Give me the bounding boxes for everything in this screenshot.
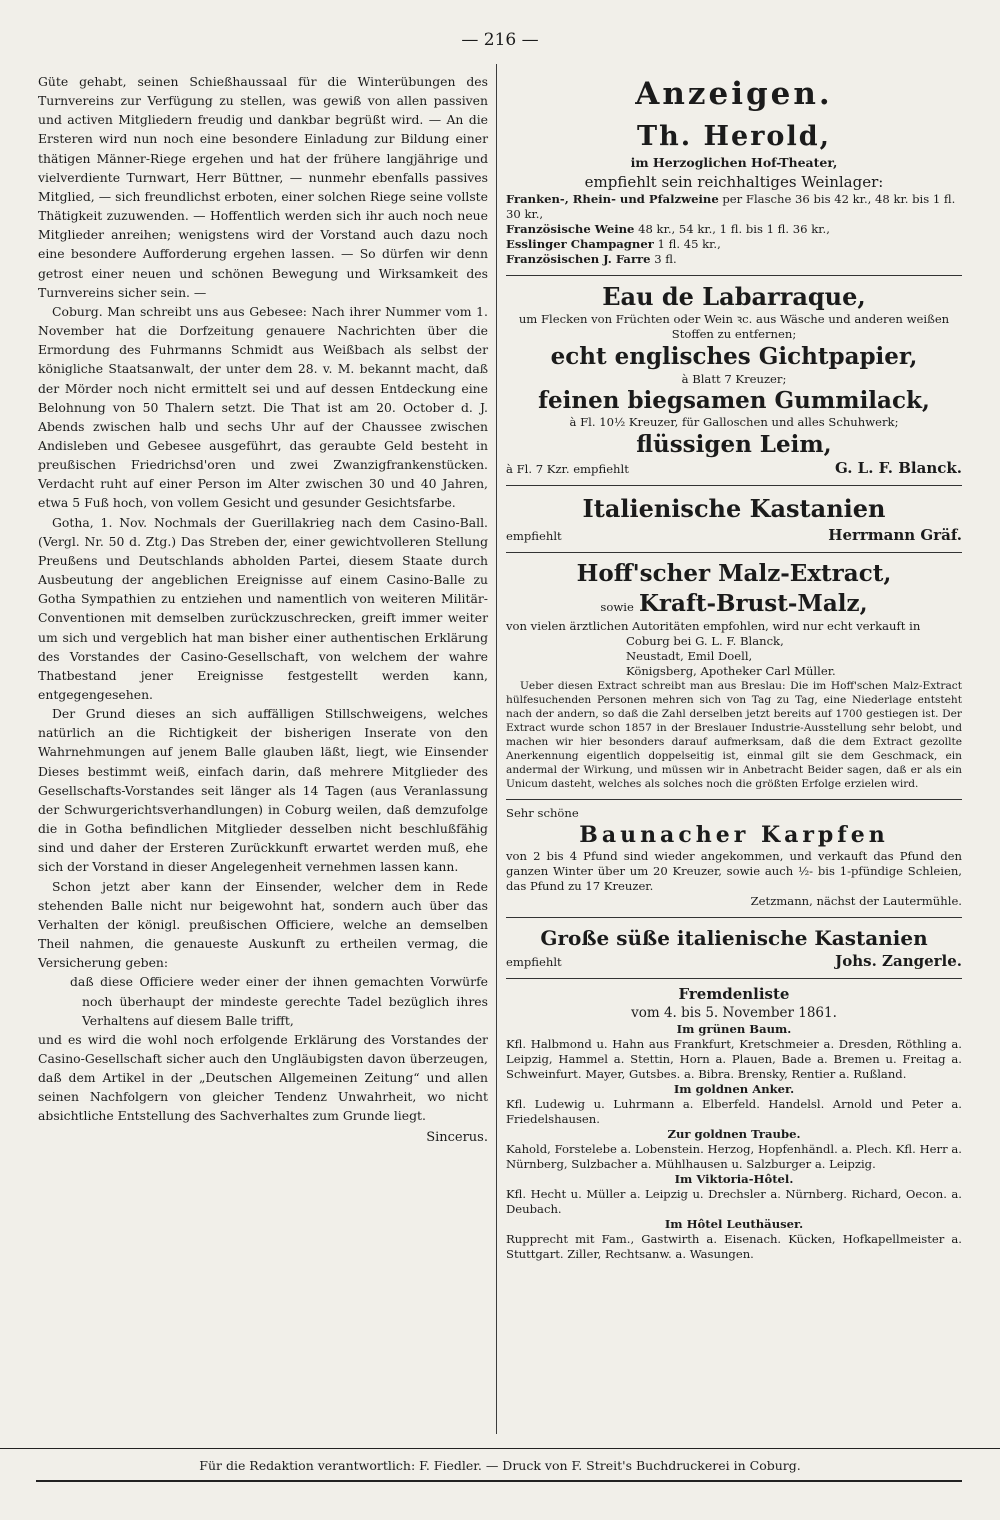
fremdenliste-title: Fremdenliste (678, 985, 790, 1003)
article-turnverein: Güte gehabt, seinen Schießhaussaal für die Winterübungen des Turnvereins zur Verfügung zu stellen, was gewiß von allen passiven und activen Mitgliedern freudig und dankbar begrüßt wird. — An die Ersteren wird nun noch eine besondere Einladung zur Bildung einer thätigen Männer-Riege ergehen und hat der frühere langjährige und vielverdiente Turnwart, Herr Büttner, — nunmehr ebenfalls passives Mitglied, — sich freundlichst erboten, einer solchen Riege seine vollste Thätigkeit zuzuwenden. — Hoffentlich werden sich ihr auch noch neue Mitglieder anreihen; wenigstens wird der Vorstand auch dazu noch eine besondere Aufforderung ergehen lassen. — So dürfen wir denn getrost einer neuen und schönen Bewegung und Wirksamkeit des Turnvereins sicher sein. — (38, 74, 488, 300)
ad-title: Eau de Labarraque, (602, 282, 866, 311)
hotel-heading: Im grünen Baum. (676, 1022, 792, 1036)
ad-title: Baunacher Karpfen (579, 822, 889, 848)
hotel-heading: Im Hôtel Leuthäuser. (664, 1217, 804, 1231)
ad-text: empfiehlt (506, 529, 562, 543)
ad-separator (506, 275, 962, 276)
wine-item (506, 222, 962, 237)
hotel-heading: Im Viktoria-Hôtel. (674, 1172, 794, 1186)
ad-separator (506, 485, 962, 486)
ad-text: à Blatt 7 Kreuzer; (681, 372, 787, 386)
ad-address: Königsberg, Apotheker Carl Müller. (626, 664, 836, 678)
ad-separator (506, 978, 962, 979)
ad-herold (506, 120, 962, 267)
ad-address: Neustadt, Emil Doell, (626, 649, 753, 663)
wine-item (506, 192, 962, 222)
ad-signature: Herrmann Gräf. (828, 526, 962, 544)
ad-separator (506, 552, 962, 553)
guest-list: Rupprecht mit Fam., Gastwirth a. Eisenach. Kücken, Hofkapellmeister a. Stuttgart. Ziller, Rechtsanw. a. Wasungen. (506, 1232, 962, 1261)
wine-price: per Flasche 36 bis 42 kr., 48 kr. bis 1 fl. 30 kr., (506, 192, 956, 221)
ad-signature: G. L. F. Blanck. (834, 459, 962, 477)
wine-name: Esslinger Champagner (506, 237, 654, 251)
ad-footer-line (506, 459, 962, 477)
footer-rule-bottom (36, 1480, 962, 1482)
ad-title: feinen biegsamen Gummilack, (538, 387, 930, 414)
footer-rule-top (0, 1448, 1000, 1449)
column-divider (496, 64, 497, 1434)
hotel-heading: Zur goldnen Traube. (667, 1127, 801, 1141)
guest-list: Kfl. Ludewig u. Luhrmann a. Elberfeld. Handelsl. Arnold und Peter a. Friedelshausen. (506, 1097, 962, 1126)
ad-separator (506, 917, 962, 918)
page-number: — 216 — (461, 30, 539, 50)
ad-text: von vielen ärztlichen Autoritäten empfohlen, wird nur echt verkauft in (506, 619, 921, 633)
ad-malz (506, 559, 962, 791)
ad-title: Hoff'scher Malz-Extract, (576, 560, 892, 587)
guest-list: Kfl. Hecht u. Müller a. Leipzig u. Drechsler a. Nürnberg. Richard, Oecon. a. Deubach. (506, 1187, 962, 1216)
ad-footer-line (506, 526, 962, 544)
ad-title: flüssigen Leim, (636, 431, 832, 458)
wine-item (506, 237, 962, 252)
article-gotha-2: Der Grund dieses an sich auffälligen Stillschweigens, welches natürlich an die Richtigkeit der bisherigen Inserate von den Wahrnehmungen auf jenem Balle glauben läßt, liegt, wie Einsender Dieses bestimmt weiß, einfach darin, daß mehrere Mitglieder des Gesellschafts-Vorstandes seit länger als 14 Tagen (aus Veranlassung der Schwurgerichtsverhandlungen) in Coburg weilen, daß demzufolge die in Gotha befindlichen Mitglieder desselben nicht beschlußfähig sind und daher der Ersteren Zurückkunft erwartet werden muß, ehe sich der Vorstand in dieser Angelegenheit vernehmen lassen kann. (38, 706, 488, 875)
wine-name: Französische Weine (506, 222, 635, 236)
article-signature: Sincerus. (426, 1129, 488, 1145)
wine-price: 3 fl. (650, 252, 677, 266)
ad-herold-name: Th. Herold, (637, 121, 831, 152)
ad-herold-sub: im Herzoglichen Hof-Theater, (630, 155, 838, 170)
hotel-heading: Im goldnen Anker. (673, 1082, 795, 1096)
ad-signature: Zetzmann, nächst der Lautermühle. (750, 894, 962, 908)
left-column (38, 72, 488, 1145)
article-gotha: Gotha, 1. Nov. Nochmals der Guerillakrieg nach dem Casino-Ball. (Vergl. Nr. 50 d. Ztg.) Das Streben der, einer gewichtvolleren Stellung Preußens und Deutschlands abholden Partei, diesem Staate durch Ausbeutung der angeblichen Ereignisse auf einem Casino-Balle zu Gotha Sympathien zu entziehen und namentlich von weiteren Militär-Conventionen mit demselben zurückzuschrecken, greift immer weiter um sich und vergeblich hat man bisher einer authentischen Erklärung des Vorstandes der Casino-Gesellschaft, von welchem der wahre Thatbestand jener Ereignisse festgestellt werden kann, entgegengesehen. (38, 514, 488, 702)
ad-graef (506, 492, 962, 544)
ad-text: Ueber diesen Extract schreibt man aus Breslau: Die im Hoff'schen Malz-Extract hülfesuchenden Personen mehren sich von Tag zu Tag, eine Niederlage entsteht nach der andern, so daß die Zahl derselben jetzt bereits auf 1700 gestiegen ist. Der Extract wurde schon 1857 in der Breslauer Industrie-Ausstellung sehr belobt, und machen wir hier besonders darauf aufmerksam, daß die dem Extract gezollte Anerkennung eigentlich doppelseitig ist, einmal gilt sie dem Geschmack, ein andermal der Wirkung, und müssen wir in Anbetracht Beider sagen, daß er als ein Unicum dasteht, welches als solches noch die größten Erfolge erzielen wird. (506, 680, 962, 790)
wine-item (506, 252, 962, 267)
ad-text: um Flecken von Früchten oder Wein ꝛc. aus Wäsche und anderen weißen Stoffen zu entfernen; (518, 312, 950, 341)
ad-title: echt englisches Gichtpapier, (550, 343, 918, 370)
ad-title: Kraft-Brust-Malz, (638, 590, 868, 617)
ad-text: sowie (600, 600, 634, 614)
ad-footer-line (506, 952, 962, 970)
fremdenliste-date: vom 4. bis 5. November 1861. (631, 1005, 837, 1021)
article-gotha-3: Schon jetzt aber kann der Einsender, welcher dem in Rede stehenden Balle nicht nur beigewohnt hat, sondern auch über das Verhalten der königl. preußischen Officiere, welche an demselben Theil nahmen, die genaueste Auskunft zu ertheilen vermag, die Versicherung geben: (38, 878, 488, 971)
ad-title: Italienische Kastanien (582, 494, 886, 523)
ad-text: von 2 bis 4 Pfund sind wieder angekommen, und verkauft das Pfund den ganzen Winter über um 20 Kreuzer, sowie auch ½- bis 1-pfündige Schleien, das Pfund zu 17 Kreuzer. (506, 849, 962, 893)
ad-title-line (506, 589, 962, 619)
imprint-footer: Für die Redaktion verantwortlich: F. Fiedler. — Druck von F. Streit's Buchdruckerei in Coburg. (199, 1458, 801, 1473)
ad-title: Große süße italienische Kastanien (540, 926, 928, 950)
guest-list: Kahold, Forstelebe a. Lobenstein. Herzog, Hopfenhändl. a. Plech. Kfl. Herr a. Nürnberg, Sulzbacher a. Mühlhausen u. Salzburger a. Leipzig. (506, 1142, 962, 1171)
ad-address: Coburg bei G. L. F. Blanck, (626, 634, 784, 648)
article-coburg: Coburg. Man schreibt uns aus Gebesee: Nach ihrer Nummer vom 1. November hat die Dorfzeitung genauere Nachrichten über die Ermordung des Fuhrmanns Schmidt aus Weißbach als selbst der königliche Staatsanwalt, der unter dem 28. v. M. bekannt macht, daß der Mörder noch nicht ermittelt sei und auf dessen Entdeckung eine Belohnung von 50 Thalern setzt. Die That ist am 20. October d. J. Abends zwischen halb und sechs Uhr auf der Chaussee zwischen Andisleben und Gebesee ausgeführt, das geraubte Geld besteht in preußischen Friedrichsd'oren und zwei Zwanzigfrankenstücken. Verdacht ruht auf einer Person im Alter zwischen 30 und 40 Jahren, etwa 5 Fuß hoch, von vollem Gesicht und gesunder Gesichtsfarbe. (38, 303, 488, 511)
ad-herold-line: empfiehlt sein reichhaltiges Weinlager: (584, 173, 884, 191)
guest-list: Kfl. Halbmond u. Hahn aus Frankfurt, Kretschmeier a. Dresden, Röthling a. Leipzig, Hammel a. Stettin, Horn a. Plauen, Bade a. Bremen u. Freitag a. Schweinfurt. Mayer, Gutsbes. a. Bibra. Brensky, Rentier a. Rußland. (506, 1037, 962, 1081)
fremdenliste (506, 985, 962, 1262)
ad-text: empfiehlt (506, 955, 562, 969)
ad-signature: Johs. Zangerle. (835, 952, 962, 970)
ads-heading: Anzeigen. (635, 76, 833, 112)
ad-blanck (506, 282, 962, 477)
wine-name: Franken-, Rhein- und Pfalzweine (506, 192, 719, 206)
wine-name: Französischen J. Farre (506, 252, 651, 266)
ad-text: à Fl. 7 Kzr. empfiehlt (506, 462, 629, 476)
wine-price: 1 fl. 45 kr., (653, 237, 721, 251)
article-quote: daß diese Officiere weder einer der ihnen gemachten Vorwürfe noch überhaupt der mindeste gerechte Tadel bezüglich ihres Verhaltens auf diesem Balle trifft, (70, 974, 488, 1028)
article-closing: und es wird die wohl noch erfolgende Erklärung des Vorstandes der Casino-Gesellschaft sicher auch den Ungläubigsten davon überzeugen, daß dem Artikel in der „Deutschen Allgemeinen Zeitung“ und allen seinen Nachfolgern von gleicher Tendenz Unwahrheit, wo nicht absichtliche Entstellung des Sachverhaltes zum Grunde liegt. (38, 1031, 488, 1124)
ad-text: à Fl. 10½ Kreuzer, für Galloschen und alles Schuhwerk; (569, 415, 899, 429)
ad-karpfen (506, 806, 962, 909)
right-column (506, 72, 962, 1262)
wine-price: 48 kr., 54 kr., 1 fl. bis 1 fl. 36 kr., (634, 222, 830, 236)
ad-zangerle (506, 924, 962, 970)
ad-separator (506, 799, 962, 800)
ad-text: Sehr schöne (506, 806, 579, 820)
